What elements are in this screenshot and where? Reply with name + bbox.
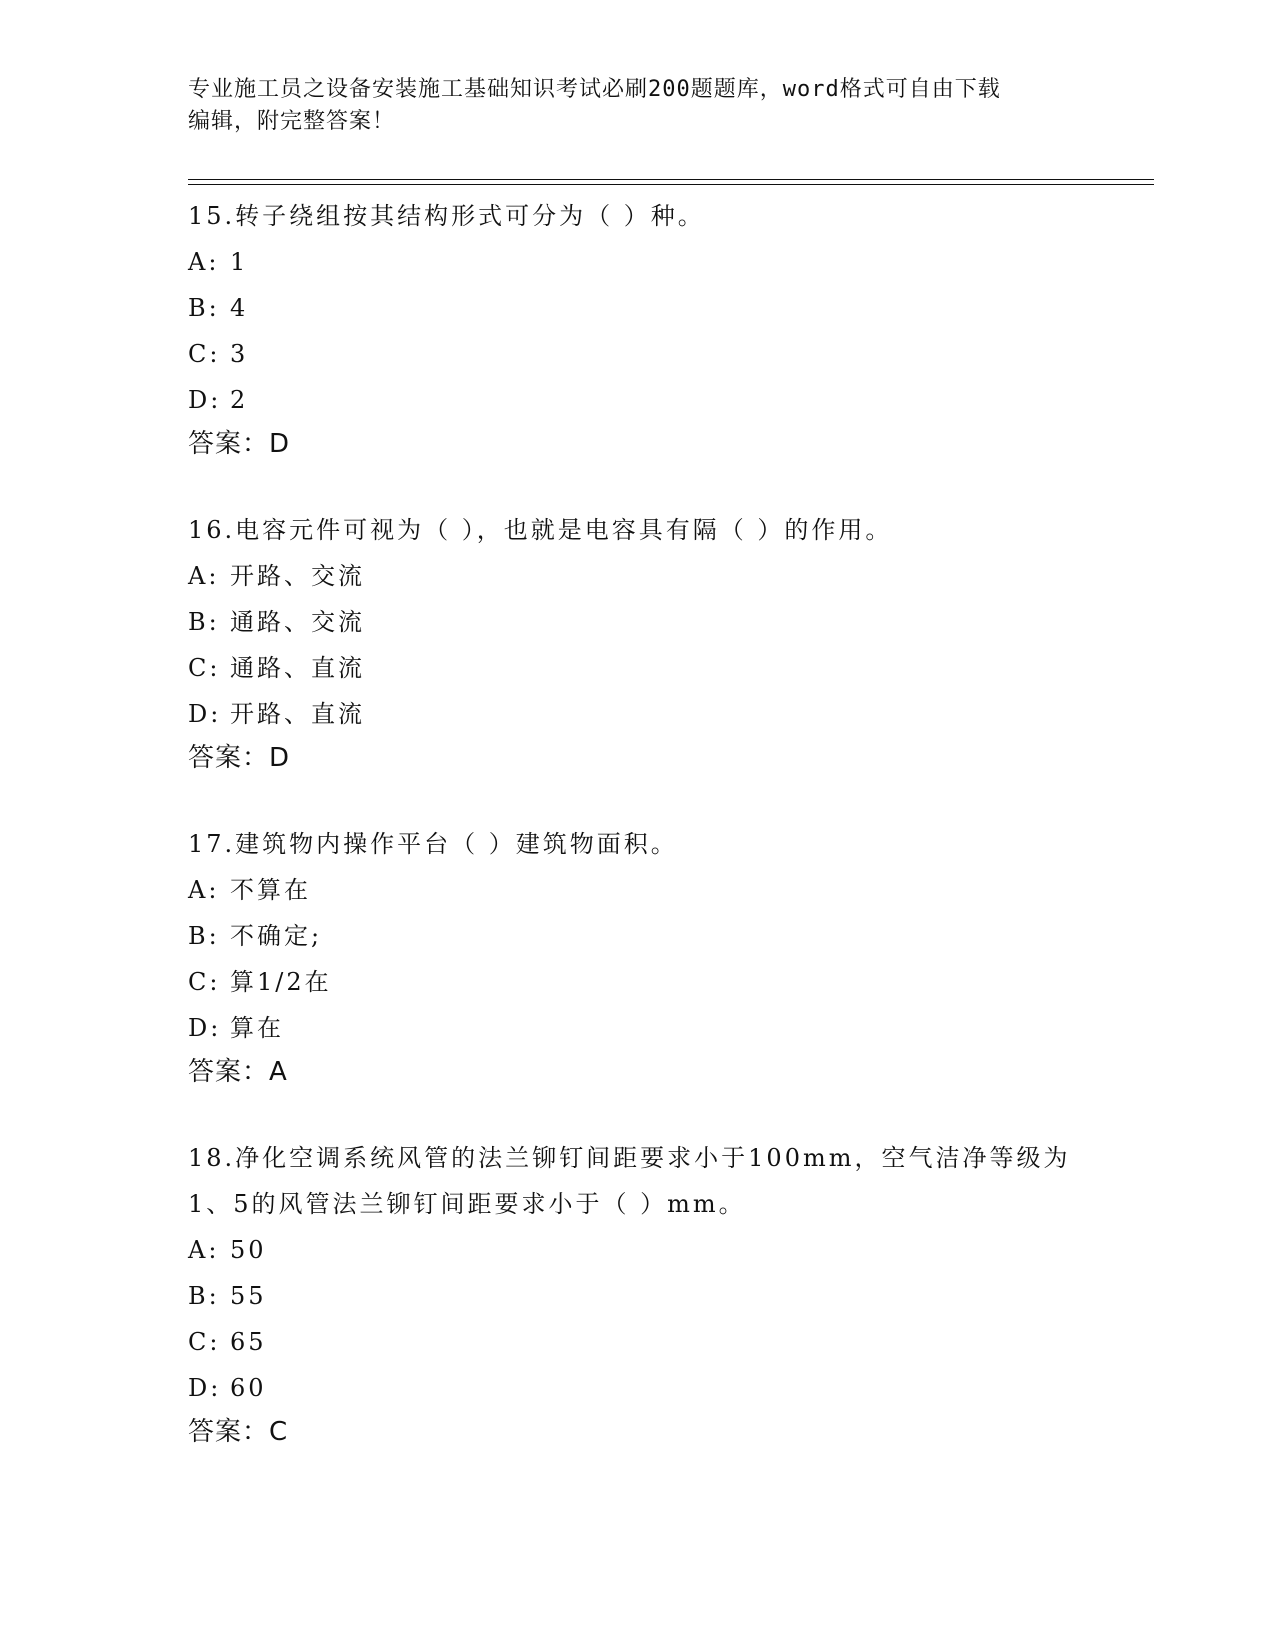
option-letter: A: <box>188 562 220 590</box>
option-c <box>188 959 1088 1005</box>
option-letter: B: <box>188 922 220 950</box>
option-text: 不确定; <box>230 922 323 950</box>
option-letter: C: <box>188 654 221 682</box>
option-text: 60 <box>230 1374 267 1402</box>
answer-label: 答案：C <box>188 1417 289 1447</box>
option-d <box>188 1365 1088 1411</box>
question-stem: 17.建筑物内操作平台（ ）建筑物面积。 <box>188 830 678 858</box>
option-letter: D: <box>188 1374 222 1402</box>
option-letter: C: <box>188 968 221 996</box>
option-b <box>188 1273 1088 1319</box>
option-text: 65 <box>230 1328 267 1356</box>
answer-label: 答案：A <box>188 1057 288 1087</box>
option-letter: A: <box>188 876 220 904</box>
header-line-1: 专业施工员之设备安装施工基础知识考试必刷200题题库，word格式可自由下载 <box>188 77 1001 102</box>
question-15 <box>188 193 1088 465</box>
option-letter: B: <box>188 294 220 322</box>
option-text: 通路、直流 <box>230 654 365 682</box>
option-letter: D: <box>188 700 222 728</box>
option-a <box>188 553 1088 599</box>
option-letter: D: <box>188 1014 222 1042</box>
option-d <box>188 1005 1088 1051</box>
option-text: 2 <box>230 386 249 414</box>
header-divider-bottom <box>188 184 1154 185</box>
option-text: 50 <box>230 1236 267 1264</box>
option-letter: A: <box>188 248 220 276</box>
option-a <box>188 867 1088 913</box>
option-letter: B: <box>188 1282 220 1310</box>
option-letter: C: <box>188 340 221 368</box>
option-c <box>188 1319 1088 1365</box>
header-divider-top <box>188 179 1154 180</box>
option-text: 3 <box>230 340 249 368</box>
answer-label: 答案：D <box>188 743 291 773</box>
option-b <box>188 913 1088 959</box>
question-17 <box>188 821 1088 1093</box>
option-text: 开路、交流 <box>230 562 365 590</box>
answer-label: 答案：D <box>188 429 291 459</box>
question-stem: 18.净化空调系统风管的法兰铆钉间距要求小于100mm，空气洁净等级为1、5的风管法兰铆钉间距要求小于（ ）mm。 <box>188 1144 1071 1218</box>
option-text: 开路、直流 <box>230 700 365 728</box>
option-letter: A: <box>188 1236 220 1264</box>
option-text: 算在 <box>230 1014 284 1042</box>
option-b <box>188 599 1088 645</box>
option-c <box>188 645 1088 691</box>
header-line-2: 编辑，附完整答案！ <box>188 109 396 134</box>
option-d <box>188 377 1088 423</box>
option-text: 4 <box>230 294 249 322</box>
option-c <box>188 331 1088 377</box>
option-text: 不算在 <box>230 876 311 904</box>
question-stem: 16.电容元件可视为（ ），也就是电容具有隔（ ）的作用。 <box>188 516 893 544</box>
question-16 <box>188 507 1088 779</box>
option-text: 通路、交流 <box>230 608 365 636</box>
option-text: 55 <box>230 1282 267 1310</box>
option-letter: D: <box>188 386 222 414</box>
option-b <box>188 285 1088 331</box>
option-letter: C: <box>188 1328 221 1356</box>
option-text: 算1/2在 <box>230 968 332 996</box>
question-stem: 15.转子绕组按其结构形式可分为（ ）种。 <box>188 202 705 230</box>
question-list <box>188 193 1088 1495</box>
option-letter: B: <box>188 608 220 636</box>
option-text: 1 <box>230 248 249 276</box>
option-d <box>188 691 1088 737</box>
option-a <box>188 239 1088 285</box>
document-header <box>188 74 1088 138</box>
question-18 <box>188 1135 1088 1453</box>
option-a <box>188 1227 1088 1273</box>
